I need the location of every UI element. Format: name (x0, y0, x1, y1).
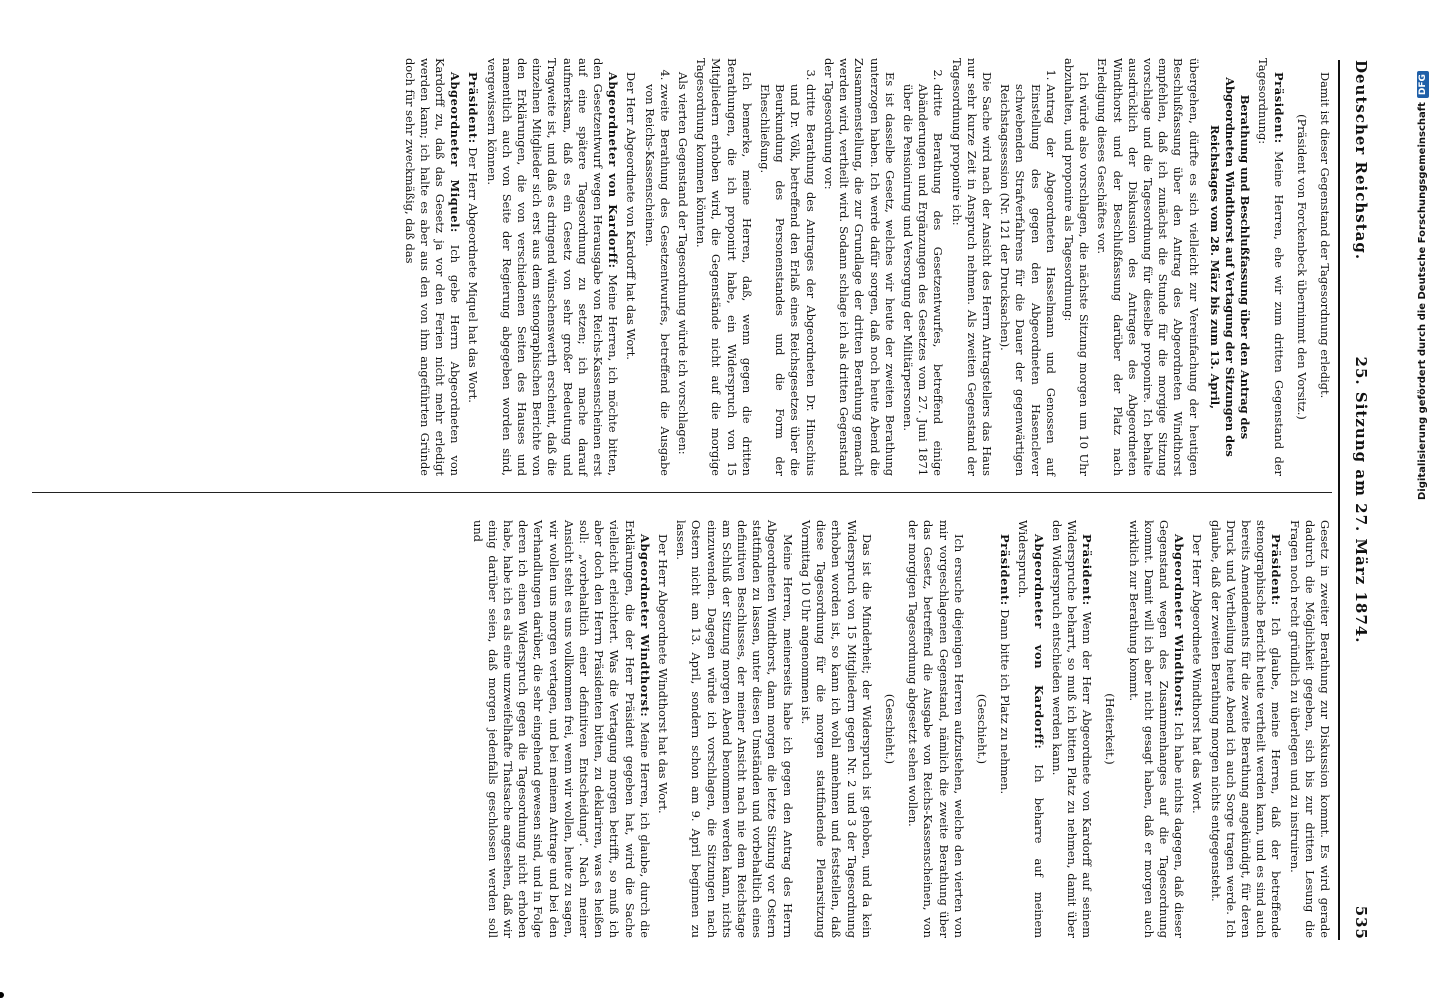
header-center: 25. Sitzung am 27. März 1874. (1352, 356, 1370, 644)
speech-text: Ich glaube, meine Herren, daß der betreffende stenographische Bericht heute vertheilt werden kann, und es sind auch bereits Amendements für die zweite Berathung angekündigt, für deren Druck und Vertheilung heute Abend ich auch Sorge tragen werde. Ich glaube, daß der zweiten Berathung morgen nichts entgegensteht. (1208, 520, 1284, 938)
digitization-credit (1417, 71, 1429, 500)
agenda-item: 2. dritte Berathung des Gesetzentwurfes, betreffend einige Abänderungen und Ergänzungen des Gesetzes vom 27. Juni 1871 über die Pensionirung und Versorgung der Militärpersonen. (900, 84, 946, 476)
column-divider (32, 492, 1332, 493)
speech-text: Wenn der Herr Abgeordnete von Kardorff auf seinem Widerspruche beharrt, so muß ich bitten Platz zu nehmen, damit über den Widerspruch entschieden werden kann. (1049, 520, 1095, 938)
paragraph: Der Herr Abgeordnete Windthorst hat das Wort. (1190, 534, 1205, 814)
page-header (1340, 60, 1370, 940)
speech-text: Meine Herren, ehe wir zum dritten Gegenstand der Tagesordnung: (1256, 58, 1286, 477)
speech-text: Ich habe nichts dagegen, daß dieser Gegenstand wegen des Zusammenhanges auf die Tagesordnung kommt. Damit will ich aber nicht gesagt haben, daß er morgen auch wirklich zur Berathung kommt. (1126, 520, 1187, 938)
speaker-name: Präsident: (1271, 72, 1286, 144)
paragraph: Ich ersuche diejenigen Herren aufzustehen, welche den vierten von mir vorgeschlagenen Gegenstand, nämlich die zweite Berathung über das Gesetz, betreffend die Ausgabe von Reichs-Kassenscheinen, von der morgigen Tagesordnung abgesetzt sehen wollen. (906, 520, 966, 938)
speaker-name: Abgeordneter von Kardorff: (1031, 534, 1046, 750)
speaker-name: Abgeordneter Windthorst: (1172, 534, 1187, 718)
speaker-name: Präsident: (466, 72, 481, 144)
speech-text: Ich beharre auf meinem Widerspruch. (1016, 520, 1046, 938)
speech-text: Meine Herren, ich möchte bitten, den Gesetzentwurf wegen Herausgabe von Reichs-Kassenscheinen erst auf eine spätere Tagesordnung zu setzen; ich mache darauf aufmerksam, daß es ein Gesetz von sehr großer Bedeutung und Tragweite ist, und daß es dringend wünschenswerth erscheint, daß die einzelnen Mitglieder sich erst aus dem stenographischen Berichte von den Erklärungen, die von verschiedenen Seiten des Hauses und namentlich auch von Seite der Regierung abgegeben worden sind, vergewissern können. (484, 58, 621, 476)
stage-direction: (Präsident von Forckenbeck übernimmt den Vorsitz.) (1294, 114, 1309, 420)
speech-text: Meine Herren, ich glaube, durch die Erklärungen, die der Herr Präsident gegeben hat, wird die Sache vielleicht erleichtert. Was die Vertagung morgen betrifft, so muß ich aber doch den Herrn Präsidenten bitten, zu deklariren, was es heißen soll: „vorbehaltlich einer definitiven Entscheidung“. Nach meiner Ansicht steht es uns vollkommen frei, wenn wir wollen, heute zu sagen, wir wollen uns morgen vertagen, und bei meinem Antrage und bei den Verhandlungen darüber, die sehr eingehend gewesen sind, und in Folge deren ich einen Widerspruch gegen die Tagesordnung nicht erhoben habe, habe ich es als eine unzweifelhafte Thatsache angesehen, daß wir einig darüber seien, daß morgen jedenfalls geschlossen werden soll und (470, 520, 652, 939)
paragraph: Der Herr Abgeordnete Windthorst hat das Wort. (656, 534, 671, 814)
agenda-item: 1. Antrag der Abgeordneten Hasselmann und Genossen auf Einstellung des gegen den Abgeordneten Hasenclever schwebenden Strafverfahrens für die Dauer der gegenwärtigen Reichstagssession (Nr. 121 der Drucksachen). (997, 84, 1058, 476)
left-column (398, 58, 1332, 476)
paragraph (1255, 58, 1285, 476)
paragraph: Gesetz in zweiter Berathung zur Diskussion kommt. Es wird gerade dadurch die Möglichkeit gegeben, sich bis zur dritten Lesung die Fragen noch recht gründlich zu überlegen und zu instruiren. (1287, 520, 1332, 938)
stage-direction: (Geschieht.) (974, 693, 989, 765)
right-column (466, 520, 1332, 938)
paragraph: Ich bemerke, meine Herren, daß, wenn gegen die dritten Berathungen, die ich proponirt habe, ein Widerspruch von 15 Mitgliedern erhoben wird, die Gegenstände nicht auf die morgige Tagesordnung kommen könnten. (694, 58, 754, 476)
stage-direction: (Heiterkeit.) (1103, 693, 1118, 765)
speaker-name: Präsident: (1080, 534, 1095, 606)
stage-direction: (Geschieht.) (882, 693, 897, 765)
speech-text: Ich gebe Herrn Abgeordneten von Kardorff zu, daß das Gesetz ja vor den Ferien nicht mehr erledigt werden kann; ich halte es aber aus den von ihm angeführten Gründe doch für sehr zweckmäßig, daß das (402, 58, 463, 477)
agenda-item: 3. dritte Berathung des Antrages der Abgeordneten Dr. Hinschius und Dr. Völk, betreffend den Erlaß eines Reichsgesetzes über die Beurkundung des Personenstandes und die Form der Eheschließung. (757, 84, 818, 476)
paragraph: Das ist die Minderheit; der Widerspruch ist gehoben, und da kein Widerspruch von 15 Mitgliedern gegen Nr. 2 und 3 der Tagesordnung erhoben worden ist, so kann ich wohl annehmen und feststellen, daß diese Tagesordnung für die morgen stattfindende Plenarsitzung Vormittag 10 Uhr angenommen ist. (798, 520, 874, 938)
credit-text: Digitalisierung gefördert durch die Deutsche Forschungsgemeinschaft (1417, 102, 1428, 500)
paragraph: Damit ist dieser Gegenstand der Tagesordnung erledigt. (1318, 72, 1332, 399)
paragraph (469, 520, 651, 938)
paragraph: Es ist dasselbe Gesetz, welches wir heute der zweiten Berathung unterzogen haben. Ich werde dafür sorgen, daß noch heute Abend die Zusammenstellung, die zur Grundlage der dritten Berathung gemacht werden wird, vertheilt wird. Sodann schlage ich als dritten Gegenstand der Tagesordnung vor: (821, 58, 897, 476)
agenda-list-3 (757, 58, 818, 476)
dfg-logo: DFG (1417, 71, 1429, 98)
paragraph (465, 58, 480, 476)
speaker-name: Abgeordneter von Kardorff: (606, 72, 621, 269)
paragraph: Ich würde also vorschlagen, die nächste Sitzung morgen um 10 Uhr abzuhalten, und proponire als Tagesordnung: (1061, 58, 1092, 476)
paragraph (1015, 520, 1045, 938)
speaker-name: Präsident: (998, 534, 1013, 606)
paragraph: Meine Herren, meinerseits habe ich gegen den Antrag des Herrn Abgeordneten Windthorst, dann morgen die letzte Sitzung vor Ostern stattfinden zu lassen, unter diesen Umständen und vorbehaltlich eines definitiven Beschlusses, der meiner Ansicht nach nie dem Reichstage am Schluß der Sitzung morgen Abend benommen werden kann, nichts einzuwenden. Dagegen würde ich vorschlagen, die Sitzungen nach Ostern nicht am 13. April, sondern schon am 9. April beginnen zu lassen. (674, 520, 795, 938)
paragraph (1125, 520, 1186, 938)
speaker-name: Abgeordneter Windthorst: (637, 534, 652, 718)
paragraph (1049, 520, 1095, 938)
paragraph (997, 520, 1012, 938)
motion-title: Berathung und Beschlußfassung über den Antrag des Abgeordneten Windthorst auf Vertagung der Sitzungen des Reichstages vom 28. März bis zum 13. April, (1207, 77, 1253, 457)
paragraph: übergehen, dürfte es sich vielleicht zur Vereinfachung der heutigen Beschlußfassung über den Antrag des Abgeordneten Windthorst empfehlen, daß ich zunächst die Stunde für die morgige Sitzung vorschlage und die Tagesordnung für dieselbe proponire. Ich behalte ausdrücklich der Diskussion des Antrages des Abgeordneten Windthorst und der Beschlußfassung darüber der Platz nach Erledigung dieses Geschäftes vor. (1095, 58, 1201, 476)
paragraph: Die Sache wird nach der Ansicht des Herrn Antragstellers das Haus nur sehr kurze Zeit in Anspruch nehmen. Als zweiten Gegenstand der Tagesordnung proponire ich: (949, 58, 994, 476)
speaker-name: Abgeordneter Miquel: (448, 72, 463, 233)
agenda-list-1 (997, 58, 1058, 476)
speaker-name: Präsident: (1269, 534, 1284, 606)
speech-text: Der Herr Abgeordnete Miquel hat das Wort. (466, 147, 481, 403)
paragraph: Der Herr Abgeordnete von Kardorff hat das Wort. (624, 72, 639, 360)
paragraph: Als vierten Gegenstand der Tagesordnung würde ich vorschlagen: (676, 72, 691, 455)
header-rule (1338, 60, 1340, 940)
header-left: Deutscher Reichstag. (1352, 60, 1370, 261)
agenda-list-4 (641, 58, 671, 476)
page-number: 535 (1352, 905, 1370, 940)
paragraph (1207, 520, 1283, 938)
speech-text: Dann bitte ich Platz zu nehmen. (998, 609, 1013, 795)
scan-speck (0, 992, 4, 998)
paragraph (483, 58, 620, 476)
paragraph (401, 58, 462, 476)
agenda-item: 4. zweite Berathung des Gesetzentwurfes, betreffend die Ausgabe von Reichs-Kassenscheinen. (641, 84, 671, 476)
agenda-list-2 (900, 58, 946, 476)
